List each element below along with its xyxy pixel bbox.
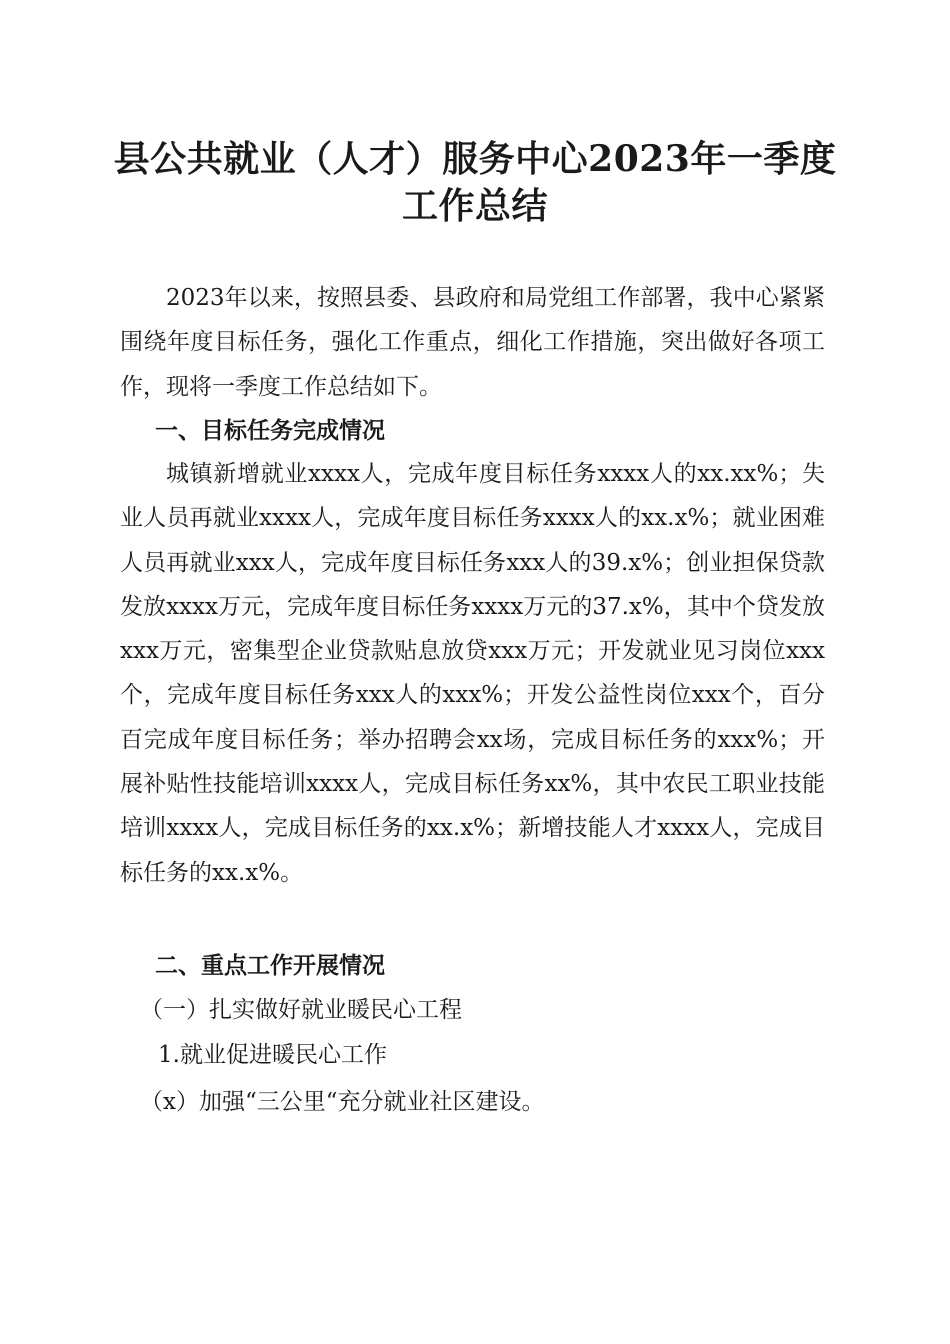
section-2-heading: 二、重点工作开展情况 [155,953,385,979]
item-1-sub-heading: （x）加强“三公里“充分就业社区建设。 [140,1089,545,1115]
item-1-heading: 1.就业促进暖民心工作 [158,1042,387,1068]
intro-paragraph: 2023年以来，按照县委、县政府和局党组工作部署，我中心紧紧围绕年度目标任务，强化工作重点，细化工作措施，突出做好各项工作，现将一季度工作总结如下。 [120,285,825,400]
document-title-line-2: 工作总结 [401,185,548,227]
section-1-paragraph: 城镇新增就业xxxx人，完成年度目标任务xxxx人的xx.xx%；失业人员再就业xxxx人，完成年度目标任务xxxx人的xx.x%；就业困难人员再就业xxx人，完成年度目标任务xxx人的39.x%；创业担保贷款发放xxxx万元，完成年度目标任务xxxx万元的37.x%，其中个贷发放xxx万元，密集型企业贷款贴息放贷xxx万元；开发就业见习岗位xxx个，完成年度目标任务xxx人的xxx%；开发公益性岗位xxx个，百分百完成年度目标任务；举办招聘会xx场，完成目标任务的xxx%；开展补贴性技能培训xxxx人，完成目标任务xx%，其中农民工职业技能培训xxxx人，完成目标任务的xx.x%；新增技能人才xxxx人，完成目标任务的xx.x%。 [120,461,825,886]
document-title-line-1: 县公共就业（人才）服务中心2023年一季度 [113,138,837,180]
section-1-heading: 一、目标任务完成情况 [155,418,385,444]
subsection-1-heading: （一）扎实做好就业暖民心工程 [140,997,462,1023]
